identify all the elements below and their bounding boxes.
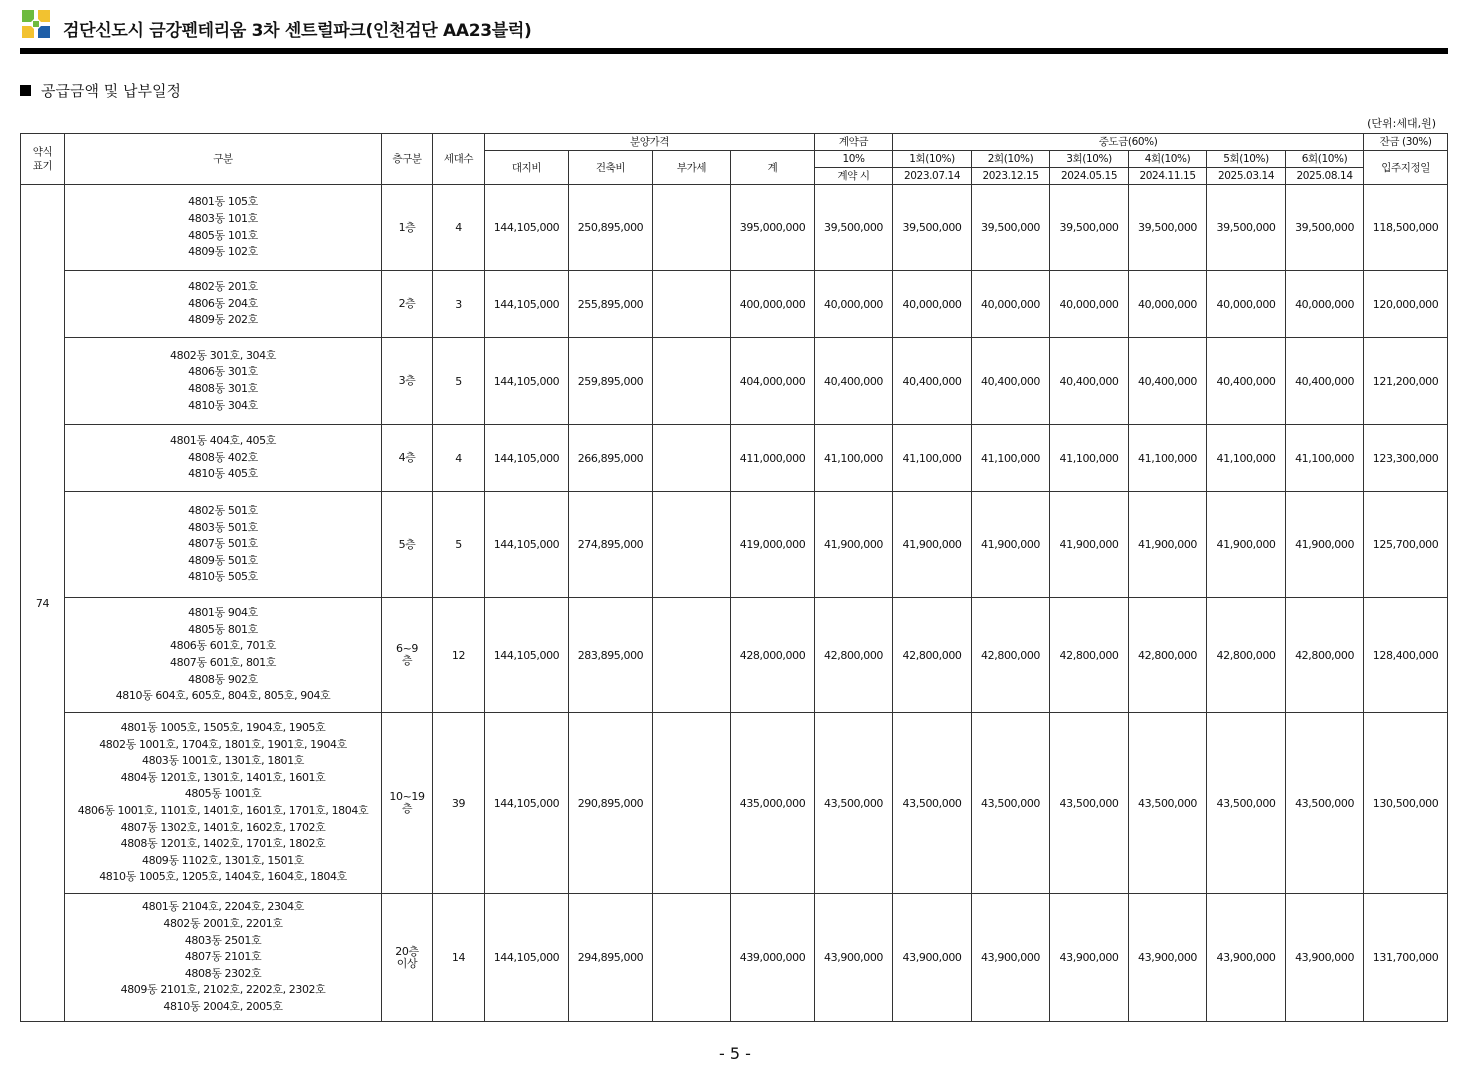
- header-deposit-pct: 10%: [815, 151, 893, 168]
- vat-cell: [653, 492, 731, 598]
- table-row: [21, 894, 1448, 1022]
- unit-line: 4807동 1302호, 1401호, 1602호, 1702호: [120, 820, 326, 834]
- unit-line: 4808동 301호: [188, 382, 258, 395]
- installment-cell: 41,100,000: [1129, 425, 1207, 492]
- header-installment-date: 2023.07.14: [893, 168, 972, 185]
- header-price-group: 분양가격: [485, 134, 815, 151]
- header-balance-when: 입주지정일: [1364, 151, 1448, 185]
- installment-cell: 43,500,000: [1129, 713, 1207, 894]
- total-price-cell: 435,000,000: [731, 713, 815, 894]
- households-cell: 4: [433, 185, 485, 271]
- unit-list-cell: [65, 185, 382, 271]
- unit-line: 4801동 105호: [188, 195, 258, 209]
- floor-cell: 20층 이상: [382, 894, 433, 1022]
- vat-cell: [653, 338, 731, 425]
- deposit-cell: 42,800,000: [815, 598, 893, 713]
- header-installment-label: 4회(10%): [1129, 151, 1207, 168]
- balance-cell: 128,400,000: [1364, 598, 1448, 713]
- total-price-cell: 439,000,000: [731, 894, 815, 1022]
- installment-cell: 40,400,000: [1286, 338, 1364, 425]
- table-body: [21, 185, 1448, 1022]
- unit-line: 4802동 1001호, 1704호, 1801호, 1901호, 1904호: [99, 737, 347, 751]
- unit-list-cell: [65, 492, 382, 598]
- unit-list-cell: [65, 894, 382, 1022]
- installment-cell: 40,400,000: [1129, 338, 1207, 425]
- deposit-cell: 40,000,000: [815, 271, 893, 338]
- installment-cell: 43,500,000: [1286, 713, 1364, 894]
- building-price-cell: 283,895,000: [569, 598, 653, 713]
- installment-cell: 39,500,000: [1050, 185, 1129, 271]
- unit-line: 4803동 501호: [188, 520, 258, 534]
- installment-cell: 40,400,000: [1050, 338, 1129, 425]
- unit-list-cell: [65, 713, 382, 894]
- header-unit-group: 구분: [65, 134, 382, 185]
- table-row: [21, 425, 1448, 492]
- balance-cell: 125,700,000: [1364, 492, 1448, 598]
- table-row: [21, 271, 1448, 338]
- deposit-cell: 39,500,000: [815, 185, 893, 271]
- households-cell: 4: [433, 425, 485, 492]
- unit-line: 4809동 102호: [188, 245, 258, 259]
- installment-cell: 43,500,000: [1050, 713, 1129, 894]
- section-title: 공급금액 및 납부일정: [41, 82, 181, 100]
- header-land: 대지비: [485, 151, 569, 185]
- header-installment-label: 1회(10%): [893, 151, 972, 168]
- title-divider: [20, 48, 1448, 54]
- header-installment-label: 6회(10%): [1286, 151, 1364, 168]
- unit-line: 4805동 1001호: [184, 787, 262, 801]
- installment-cell: 42,800,000: [972, 598, 1050, 713]
- installment-cell: 40,400,000: [893, 338, 972, 425]
- households-cell: 39: [433, 713, 485, 894]
- installment-cell: 41,100,000: [1286, 425, 1364, 492]
- installment-cell: 39,500,000: [1207, 185, 1286, 271]
- header-type: 약식 표기: [21, 134, 65, 185]
- unit-line: 4803동 101호: [188, 211, 258, 225]
- table-row: [21, 338, 1448, 425]
- floor-cell: 6~9 층: [382, 598, 433, 713]
- installment-cell: 39,500,000: [972, 185, 1050, 271]
- installment-cell: 42,800,000: [1286, 598, 1364, 713]
- header-installment-date: 2024.11.15: [1129, 168, 1207, 185]
- installment-cell: 41,100,000: [1050, 425, 1129, 492]
- unit-line: 4802동 201호: [188, 280, 258, 294]
- header-installment-label: 2회(10%): [972, 151, 1050, 168]
- page-number: - 5 -: [719, 1044, 751, 1063]
- land-price-cell: 144,105,000: [485, 271, 569, 338]
- header-total: 계: [731, 151, 815, 185]
- unit-line: 4801동 2104호, 2204호, 2304호: [142, 900, 304, 914]
- header-installment-date: 2025.03.14: [1207, 168, 1286, 185]
- unit-line: 4808동 1201호, 1402호, 1701호, 1802호: [120, 837, 326, 851]
- building-price-cell: 290,895,000: [569, 713, 653, 894]
- header-deposit-group: 계약금: [815, 134, 893, 151]
- installment-cell: 41,900,000: [972, 492, 1050, 598]
- unit-line: 4807동 601호, 801호: [170, 656, 276, 669]
- unit-line: 4803동 2501호: [184, 933, 262, 947]
- unit-line: 4808동 402호: [188, 450, 258, 464]
- balance-cell: 120,000,000: [1364, 271, 1448, 338]
- page-title: 검단신도시 금강펜테리움 3차 센트럴파크(인천검단 AA23블럭): [63, 21, 532, 41]
- table-row: [21, 185, 1448, 271]
- balance-cell: 118,500,000: [1364, 185, 1448, 271]
- floor-cell: 4층: [382, 425, 433, 492]
- total-price-cell: 411,000,000: [731, 425, 815, 492]
- installment-cell: 42,800,000: [1050, 598, 1129, 713]
- deposit-cell: 40,400,000: [815, 338, 893, 425]
- total-price-cell: 419,000,000: [731, 492, 815, 598]
- header-vat: 부가세: [653, 151, 731, 185]
- installment-cell: 39,500,000: [1286, 185, 1364, 271]
- land-price-cell: 144,105,000: [485, 713, 569, 894]
- unit-line: 4805동 801호: [188, 622, 258, 636]
- table-row: [21, 492, 1448, 598]
- total-price-cell: 400,000,000: [731, 271, 815, 338]
- unit-line: 4808동 2302호: [184, 966, 262, 980]
- building-price-cell: 274,895,000: [569, 492, 653, 598]
- total-price-cell: 428,000,000: [731, 598, 815, 713]
- installment-cell: 43,900,000: [1286, 894, 1364, 1022]
- unit-line: 4806동 1001호, 1101호, 1401호, 1601호, 1701호, 1804호: [77, 804, 369, 817]
- deposit-cell: 43,500,000: [815, 713, 893, 894]
- deposit-cell: 41,900,000: [815, 492, 893, 598]
- households-cell: 5: [433, 492, 485, 598]
- unit-line: 4810동 1005호, 1205호, 1404호, 1604호, 1804호: [99, 870, 347, 884]
- unit-line: 4801동 404호, 405호: [170, 434, 276, 448]
- installment-cell: 41,900,000: [1207, 492, 1286, 598]
- installment-cell: 40,000,000: [1207, 271, 1286, 338]
- header-building: 건축비: [569, 151, 653, 185]
- header-floor: 층구분: [382, 134, 433, 185]
- unit-line: 4801동 1005호, 1505호, 1904호, 1905호: [120, 721, 326, 735]
- installment-cell: 41,100,000: [972, 425, 1050, 492]
- installment-cell: 41,900,000: [1050, 492, 1129, 598]
- balance-cell: 131,700,000: [1364, 894, 1448, 1022]
- unit-line: 4805동 101호: [188, 228, 258, 242]
- unit-line: 4810동 405호: [188, 467, 258, 481]
- unit-list-cell: [65, 338, 382, 425]
- header-households: 세대수: [433, 134, 485, 185]
- land-price-cell: 144,105,000: [485, 492, 569, 598]
- households-cell: 12: [433, 598, 485, 713]
- floor-cell: 5층: [382, 492, 433, 598]
- building-price-cell: 266,895,000: [569, 425, 653, 492]
- land-price-cell: 144,105,000: [485, 185, 569, 271]
- deposit-cell: 43,900,000: [815, 894, 893, 1022]
- installment-cell: 41,100,000: [1207, 425, 1286, 492]
- installment-cell: 40,000,000: [972, 271, 1050, 338]
- deposit-cell: 41,100,000: [815, 425, 893, 492]
- header-installment-date: 2024.05.15: [1050, 168, 1129, 185]
- installment-cell: 43,900,000: [1129, 894, 1207, 1022]
- installment-cell: 41,900,000: [1129, 492, 1207, 598]
- unit-line: 4810동 604호, 605호, 804호, 805호, 904호: [115, 689, 331, 703]
- header-installment-date: 2025.08.14: [1286, 168, 1364, 185]
- unit-line: 4809동 1102호, 1301호, 1501호: [142, 853, 304, 867]
- unit-list-cell: [65, 271, 382, 338]
- unit-line: 4809동 2101호, 2102호, 2202호, 2302호: [120, 983, 326, 997]
- floor-cell: 3층: [382, 338, 433, 425]
- building-price-cell: 294,895,000: [569, 894, 653, 1022]
- households-cell: 5: [433, 338, 485, 425]
- installment-cell: 43,500,000: [893, 713, 972, 894]
- floor-cell: 10~19 층: [382, 713, 433, 894]
- land-price-cell: 144,105,000: [485, 894, 569, 1022]
- installment-cell: 43,900,000: [1050, 894, 1129, 1022]
- unit-line: 4802동 2001호, 2201호: [163, 917, 283, 931]
- vat-cell: [653, 185, 731, 271]
- installment-cell: 39,500,000: [1129, 185, 1207, 271]
- type-code-cell: 74: [21, 185, 65, 1022]
- vat-cell: [653, 271, 731, 338]
- vat-cell: [653, 894, 731, 1022]
- unit-line: 4807동 501호: [188, 537, 258, 551]
- installment-cell: 39,500,000: [893, 185, 972, 271]
- supply-price-table: [20, 133, 1448, 1022]
- unit-line: 4806동 601호, 701호: [170, 639, 276, 653]
- unit-line: 4804동 1201호, 1301호, 1401호, 1601호: [120, 770, 326, 784]
- vat-cell: [653, 425, 731, 492]
- installment-cell: 41,900,000: [893, 492, 972, 598]
- unit-line: 4809동 501호: [188, 553, 258, 567]
- header-balance-group: 잔금 (30%): [1364, 134, 1448, 151]
- table-row: [21, 713, 1448, 894]
- land-price-cell: 144,105,000: [485, 338, 569, 425]
- installment-cell: 42,800,000: [1207, 598, 1286, 713]
- unit-list-cell: [65, 425, 382, 492]
- building-price-cell: 255,895,000: [569, 271, 653, 338]
- installment-cell: 42,800,000: [1129, 598, 1207, 713]
- balance-cell: 121,200,000: [1364, 338, 1448, 425]
- installment-cell: 41,100,000: [893, 425, 972, 492]
- unit-line: 4809동 202호: [188, 313, 258, 327]
- land-price-cell: 144,105,000: [485, 598, 569, 713]
- header-installment-label: 3회(10%): [1050, 151, 1129, 168]
- unit-line: 4806동 204호: [188, 296, 258, 310]
- land-price-cell: 144,105,000: [485, 425, 569, 492]
- installment-cell: 43,900,000: [972, 894, 1050, 1022]
- unit-line: 4806동 301호: [188, 365, 258, 379]
- installment-cell: 43,500,000: [972, 713, 1050, 894]
- installment-cell: 40,000,000: [893, 271, 972, 338]
- households-cell: 14: [433, 894, 485, 1022]
- installment-cell: 43,900,000: [893, 894, 972, 1022]
- unit-line: 4807동 2101호: [184, 950, 262, 964]
- balance-cell: 130,500,000: [1364, 713, 1448, 894]
- building-price-cell: 250,895,000: [569, 185, 653, 271]
- section-heading: [20, 80, 181, 101]
- unit-line: 4801동 904호: [188, 606, 258, 620]
- unit-line: 4808동 902호: [188, 672, 258, 686]
- unit-note: (단위:세대,원): [1367, 117, 1436, 130]
- unit-line: 4810동 505호: [188, 570, 258, 584]
- installment-cell: 40,400,000: [972, 338, 1050, 425]
- unit-list-cell: [65, 598, 382, 713]
- installment-cell: 43,900,000: [1207, 894, 1286, 1022]
- installment-cell: 40,000,000: [1050, 271, 1129, 338]
- vat-cell: [653, 713, 731, 894]
- unit-line: 4803동 1001호, 1301호, 1801호: [142, 754, 304, 768]
- unit-line: 4802동 301호, 304호: [170, 348, 276, 362]
- households-cell: 3: [433, 271, 485, 338]
- installment-cell: 40,000,000: [1286, 271, 1364, 338]
- installment-cell: 43,500,000: [1207, 713, 1286, 894]
- floor-cell: 2층: [382, 271, 433, 338]
- company-logo-icon: [22, 10, 50, 38]
- unit-line: 4810동 2004호, 2005호: [163, 999, 283, 1013]
- balance-cell: 123,300,000: [1364, 425, 1448, 492]
- building-price-cell: 259,895,000: [569, 338, 653, 425]
- installment-cell: 40,400,000: [1207, 338, 1286, 425]
- unit-line: 4810동 304호: [188, 398, 258, 412]
- total-price-cell: 404,000,000: [731, 338, 815, 425]
- table-row: [21, 598, 1448, 713]
- document-header: [20, 8, 1448, 48]
- header-installment-date: 2023.12.15: [972, 168, 1050, 185]
- header-installment-label: 5회(10%): [1207, 151, 1286, 168]
- header-mid-group: 중도금(60%): [893, 134, 1364, 151]
- floor-cell: 1층: [382, 185, 433, 271]
- installment-cell: 42,800,000: [893, 598, 972, 713]
- square-bullet-icon: [20, 85, 31, 96]
- installment-cell: 40,000,000: [1129, 271, 1207, 338]
- vat-cell: [653, 598, 731, 713]
- total-price-cell: 395,000,000: [731, 185, 815, 271]
- unit-line: 4802동 501호: [188, 504, 258, 518]
- installment-cell: 41,900,000: [1286, 492, 1364, 598]
- header-deposit-when: 계약 시: [815, 168, 893, 185]
